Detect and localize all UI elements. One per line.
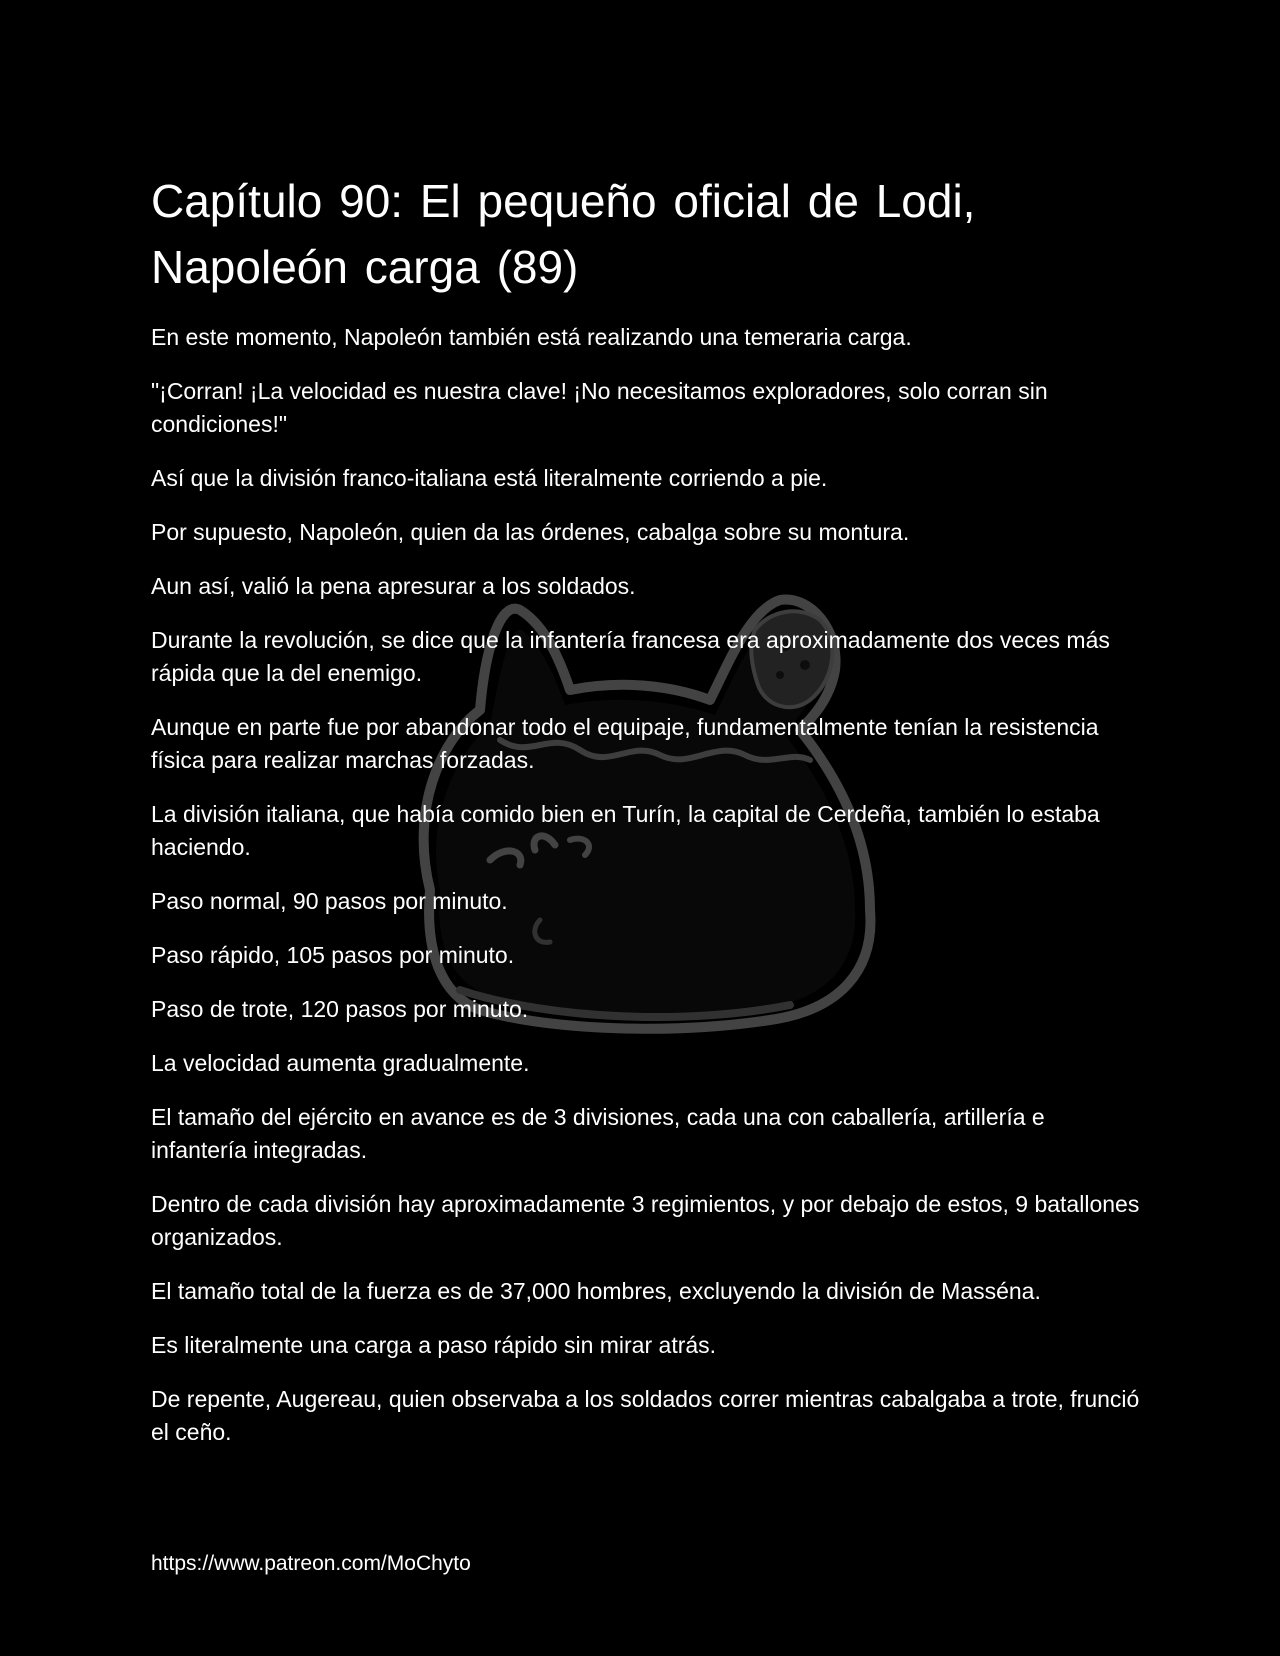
paragraph: Dentro de cada división hay aproximadamente 3 regimientos, y por debajo de estos, 9 batallones organizados.	[151, 1191, 1140, 1250]
paragraph: "¡Corran! ¡La velocidad es nuestra clave! ¡No necesitamos exploradores, solo corran sin condiciones!"	[151, 378, 1048, 437]
paragraph: Paso rápido, 105 pasos por minuto.	[151, 942, 515, 968]
paragraph: De repente, Augereau, quien observaba a los soldados correr mientras cabalgaba a trote, frunció el ceño.	[151, 1386, 1140, 1445]
paragraph: Paso de trote, 120 pasos por minuto.	[151, 996, 529, 1022]
patreon-link[interactable]: https://www.patreon.com/MoChyto	[151, 1552, 471, 1575]
paragraph: Así que la división franco-italiana está literalmente corriendo a pie.	[151, 465, 828, 491]
paragraph: Por supuesto, Napoleón, quien da las órdenes, cabalga sobre su montura.	[151, 519, 910, 545]
paragraph: En este momento, Napoleón también está realizando una temeraria carga.	[151, 324, 912, 350]
paragraph: Paso normal, 90 pasos por minuto.	[151, 888, 508, 914]
paragraph: Durante la revolución, se dice que la infantería francesa era aproximadamente dos veces más rápida que la del enemigo.	[151, 627, 1110, 686]
paragraph: El tamaño del ejército en avance es de 3 divisiones, cada una con caballería, artillería e infantería integradas.	[151, 1104, 1045, 1163]
chapter-content	[151, 168, 1141, 1470]
paragraph: Es literalmente una carga a paso rápido sin mirar atrás.	[151, 1332, 717, 1358]
paragraph: Aunque en parte fue por abandonar todo el equipaje, fundamentalmente tenían la resistencia física para realizar marchas forzadas.	[151, 714, 1099, 773]
paragraph: La velocidad aumenta gradualmente.	[151, 1050, 530, 1076]
paragraph: Aun así, valió la pena apresurar a los soldados.	[151, 573, 636, 599]
chapter-title: Capítulo 90: El pequeño oficial de Lodi, Napoleón carga (89)	[151, 175, 976, 293]
paragraph: La división italiana, que había comido bien en Turín, la capital de Cerdeña, también lo estaba haciendo.	[151, 801, 1100, 860]
paragraph: El tamaño total de la fuerza es de 37,000 hombres, excluyendo la división de Masséna.	[151, 1278, 1041, 1304]
